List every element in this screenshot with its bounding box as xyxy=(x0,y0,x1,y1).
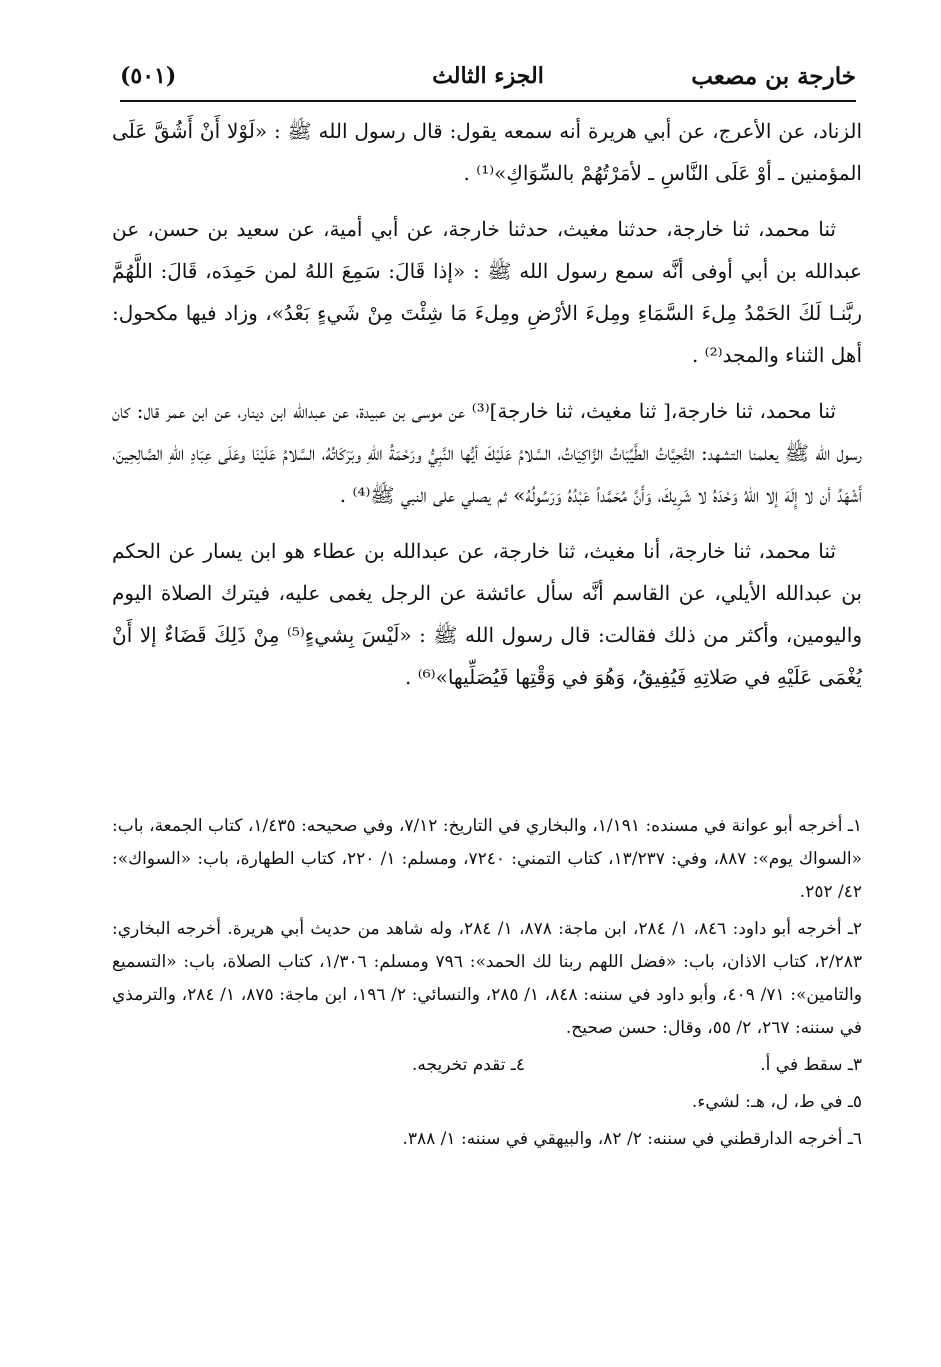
page-header xyxy=(120,56,856,96)
footnote: ٤ـ تقدم تخريجه. xyxy=(412,1055,526,1075)
paragraph: ثنا محمد، ثنا خارجة،[ ثنا مغيث، ثنا خارجة]⁽³⁾ عن موسى بن عبيدة، عن عبدالله ابن دينار، عن ابن عمر قال: كان رسول الله ﷺ يعلمنا التشهد: التَّحِيَّاتُ الطَّيِّبَاتُ الزَّاكِيَاتُ، السَّلامُ عَلَيْكَ أيُّها النَّبِيُّ ورَحْمَةُ اللهِ وبَرَكَاتُهُ، السَّلامُ عَلَيْنَا وعَلَى عِبَادِ اللهِ الصَّالِحِينَ، أَشْهَدُ أن لا إِلَهَ إلا اللهُ وَحْدَهُ لا شَرِيكَ، وَأَنَّ مُحَمَّداً عَبْدُهُ وَرَسُولُهُ» ثم يصلي على النبي ﷺ⁽⁴⁾ . xyxy=(112,399,862,507)
footnote-row xyxy=(112,1049,862,1086)
volume-title: الجزء الثالث xyxy=(432,63,544,89)
paragraph: ثنا محمد، ثنا خارجة، حدثنا مغيث، حدثنا خارجة، عن أبي أمية، عن سعيد بن حسن، عن عبدالله بن أبي أوفى أنَّه سمع رسول الله ﷺ : «إذا قَالَ: سَمِعَ اللهُ لمن حَمِدَه، قَالَ: اللَّهُمَّ ربَّنـا لَكَ الحَمْدُ مِلءَ السَّمَاءِ ومِلءَ الأرْضِ ومِلءَ مَا شِئْتَ مِنْ شَيءٍ بَعْدُ»، وزاد فيها مكحول: أهل الثناء والمجد⁽²⁾ . xyxy=(112,217,862,367)
footnote: ٥ـ في ط، ل، هـ: لشيء. xyxy=(691,1092,862,1112)
section-title: خارجة بن مصعب xyxy=(691,62,856,90)
main-text xyxy=(112,110,862,712)
paragraph: ثنا محمد، ثنا خارجة، أنا مغيث، ثنا خارجة، عن عبدالله بن عطاء هو ابن يسار عن الحكم بن عبدالله الأيلي، عن القاسم أنَّه سأل عائشة عن الرجل يغمى عليه، فيترك الصلاة اليوم واليومين، وأكثر من ذلك فقالت: قال رسول الله ﷺ : «لَيْسَ بِشيءٍ⁽⁵⁾ مِنْ ذَلِكَ قَضَاءٌ إلا أَنْ يُغْمَى عَلَيْهِ في صَلاتِهِ فَيُفِيقُ، وَهُوَ في وَقْتِها فَيُصَلِّيها»⁽⁶⁾ . xyxy=(112,539,862,689)
page-number: (٥٠١) xyxy=(120,63,177,89)
paragraph: الزناد، عن الأعرج، عن أبي هريرة أنه سمعه يقول: قال رسول الله ﷺ : «لَوْلا أَنْ أَشُقَّ عَلَى المؤمنين ـ أوْ عَلَى النَّاسِ ـ لأمَرْتُهُمْ بالسِّوَاكِ»⁽¹⁾ . xyxy=(112,119,863,185)
footnote: ٦ـ أخرجه الدارقطني في سننه: ٢/ ٨٢، والبيهقي في سننه: ١/ ٣٨٨. xyxy=(402,1129,862,1149)
footnotes xyxy=(112,810,862,1160)
footnote: ٢ـ أخرجه أبو داود: ٨٤٦، ١/ ٢٨٤، ابن ماجة: ٨٧٨، ١/ ٢٨٤، وله شاهد من حديث أبي هريرة. أخرجه البخاري: ٢/٢٨٣، كتاب الاذان، باب: «فضل اللهم ربنا لك الحمد»: ٧٩٦ ومسلم: ١/٣٠٦، كتاب الصلاة، باب: «التسميع والتامين»: ٧١/ ٤٠٩، وأبو داود في سننه: ٨٤٨، ١/ ٢٨٥، والنسائي: ٢/ ١٩٦، ابن ماجة: ٨٧٥، ١/ ٢٨٤، والترمذي في سننه: ٢٦٧، ٢/ ٥٥، وقال: حسن صحيح. xyxy=(112,919,863,1038)
footnote: ١ـ أخرجه أبو عوانة في مسنده: ١/١٩١، والبخاري في التاريخ: ٧/١٢، وفي صحيحه: ١/٤٣٥، كتاب الجمعة، باب: «السواك يوم»: ٨٨٧، وفي: ١٣/٢٣٧، كتاب التمني: ٧٢٤٠، ومسلم: ١/ ٢٢٠، كتاب الطهارة، باب: «السواك»: ٤٢/ ٢٥٢. xyxy=(112,816,863,902)
header-rule xyxy=(120,100,856,102)
footnote: ٣ـ سقط في أ. xyxy=(760,1055,862,1075)
